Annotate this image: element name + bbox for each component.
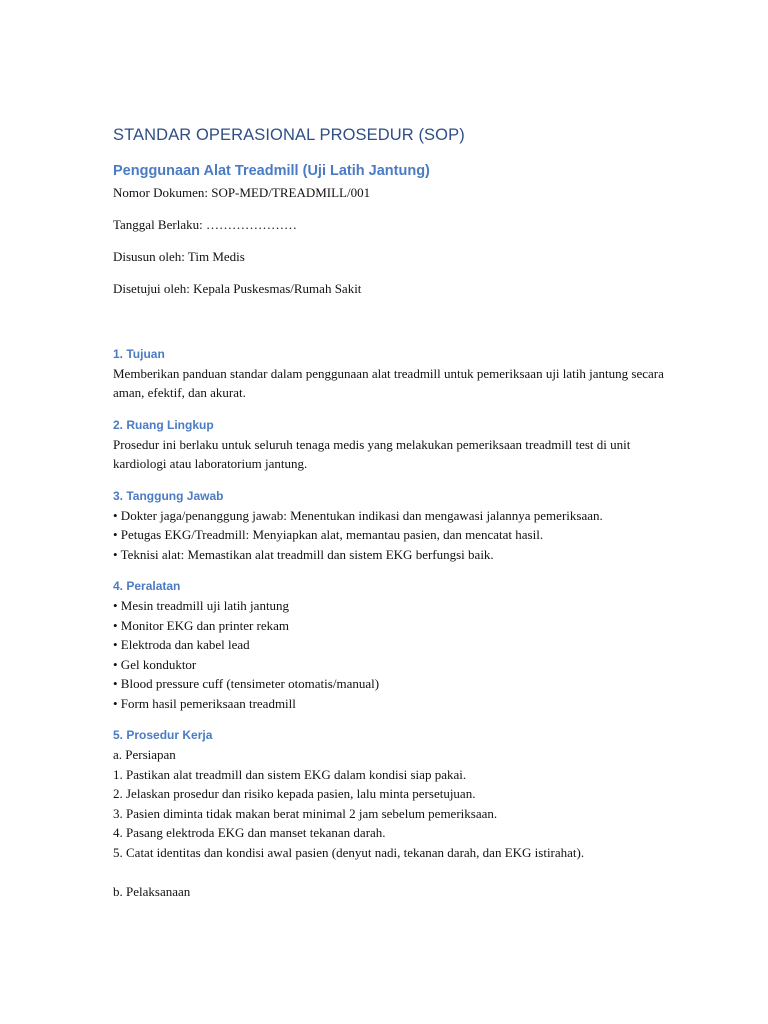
responsibility-list (113, 506, 673, 565)
section-heading: 3. Tanggung Jawab (113, 488, 224, 503)
document-subtitle: Penggunaan Alat Treadmill (Uji Latih Jantung) (113, 163, 430, 179)
spacer (113, 299, 673, 344)
list-item: • Elektroda dan kabel lead (113, 637, 250, 652)
section-heading: 5. Prosedur Kerja (113, 728, 213, 742)
section-heading: 4. Peralatan (113, 579, 181, 593)
section-text: Prosedur ini berlaku untuk seluruh tenaga medis yang melakukan pemeriksaan treadmill test di unit kardiologi atau laboratorium jantung. (113, 436, 631, 471)
section-text: Memberikan panduan standar dalam penggunaan alat treadmill untuk pemeriksaan uji latih jantung secara aman, efektif, dan akurat. (113, 365, 664, 400)
list-item: • Teknisi alat: Memastikan alat treadmill dan sistem EKG berfungsi baik. (113, 546, 494, 562)
list-item: 5. Catat identitas dan kondisi awal pasien (denyut nadi, tekanan darah, dan EKG istirahat). (113, 844, 585, 860)
section-tanggung-jawab (113, 486, 673, 565)
meta-document-number: Nomor Dokumen: SOP-MED/TREADMILL/001 (113, 185, 371, 200)
list-item: 2. Jelaskan prosedur dan risiko kepada pasien, lalu minta persetujuan. (113, 786, 476, 801)
section-heading: 2. Ruang Lingkup (113, 417, 214, 432)
document-title: STANDAR OPERASIONAL PROSEDUR (SOP) (113, 126, 465, 144)
spacer (113, 862, 673, 882)
section-heading: 1. Tujuan (113, 346, 165, 361)
list-item: 3. Pasien diminta tidak makan berat minimal 2 jam sebelum pemeriksaan. (113, 805, 498, 821)
document-meta (113, 183, 673, 299)
preparation-steps (113, 765, 673, 863)
list-item: • Monitor EKG dan printer rekam (113, 617, 290, 633)
list-item: • Blood pressure cuff (tensimeter otomatis/manual) (113, 676, 380, 691)
meta-prepared-by: Disusun oleh: Tim Medis (113, 249, 245, 264)
document-page (113, 123, 673, 901)
section-peralatan (113, 576, 673, 713)
subsection-label-persiapan: a. Persiapan (113, 747, 176, 762)
section-prosedur-kerja (113, 725, 673, 901)
meta-approved-by: Disetujui oleh: Kepala Puskesmas/Rumah Sakit (113, 281, 362, 296)
equipment-list (113, 596, 673, 713)
subsection-label-pelaksanaan: b. Pelaksanaan (113, 883, 191, 899)
section-ruang-lingkup (113, 415, 673, 474)
meta-effective-date: Tanggal Berlaku: ………………… (113, 217, 297, 232)
list-item: • Mesin treadmill uji latih jantung (113, 598, 290, 613)
list-item: • Gel konduktor (113, 656, 197, 672)
list-item: • Form hasil pemeriksaan treadmill (113, 695, 296, 711)
list-item: 4. Pasang elektroda EKG dan manset tekanan darah. (113, 825, 386, 840)
list-item: 1. Pastikan alat treadmill dan sistem EKG dalam kondisi siap pakai. (113, 766, 467, 782)
list-item: • Dokter jaga/penanggung jawab: Menentukan indikasi dan mengawasi jalannya pemeriksaan. (113, 507, 603, 523)
list-item: • Petugas EKG/Treadmill: Menyiapkan alat, memantau pasien, dan mencatat hasil. (113, 527, 544, 542)
section-tujuan (113, 344, 673, 403)
